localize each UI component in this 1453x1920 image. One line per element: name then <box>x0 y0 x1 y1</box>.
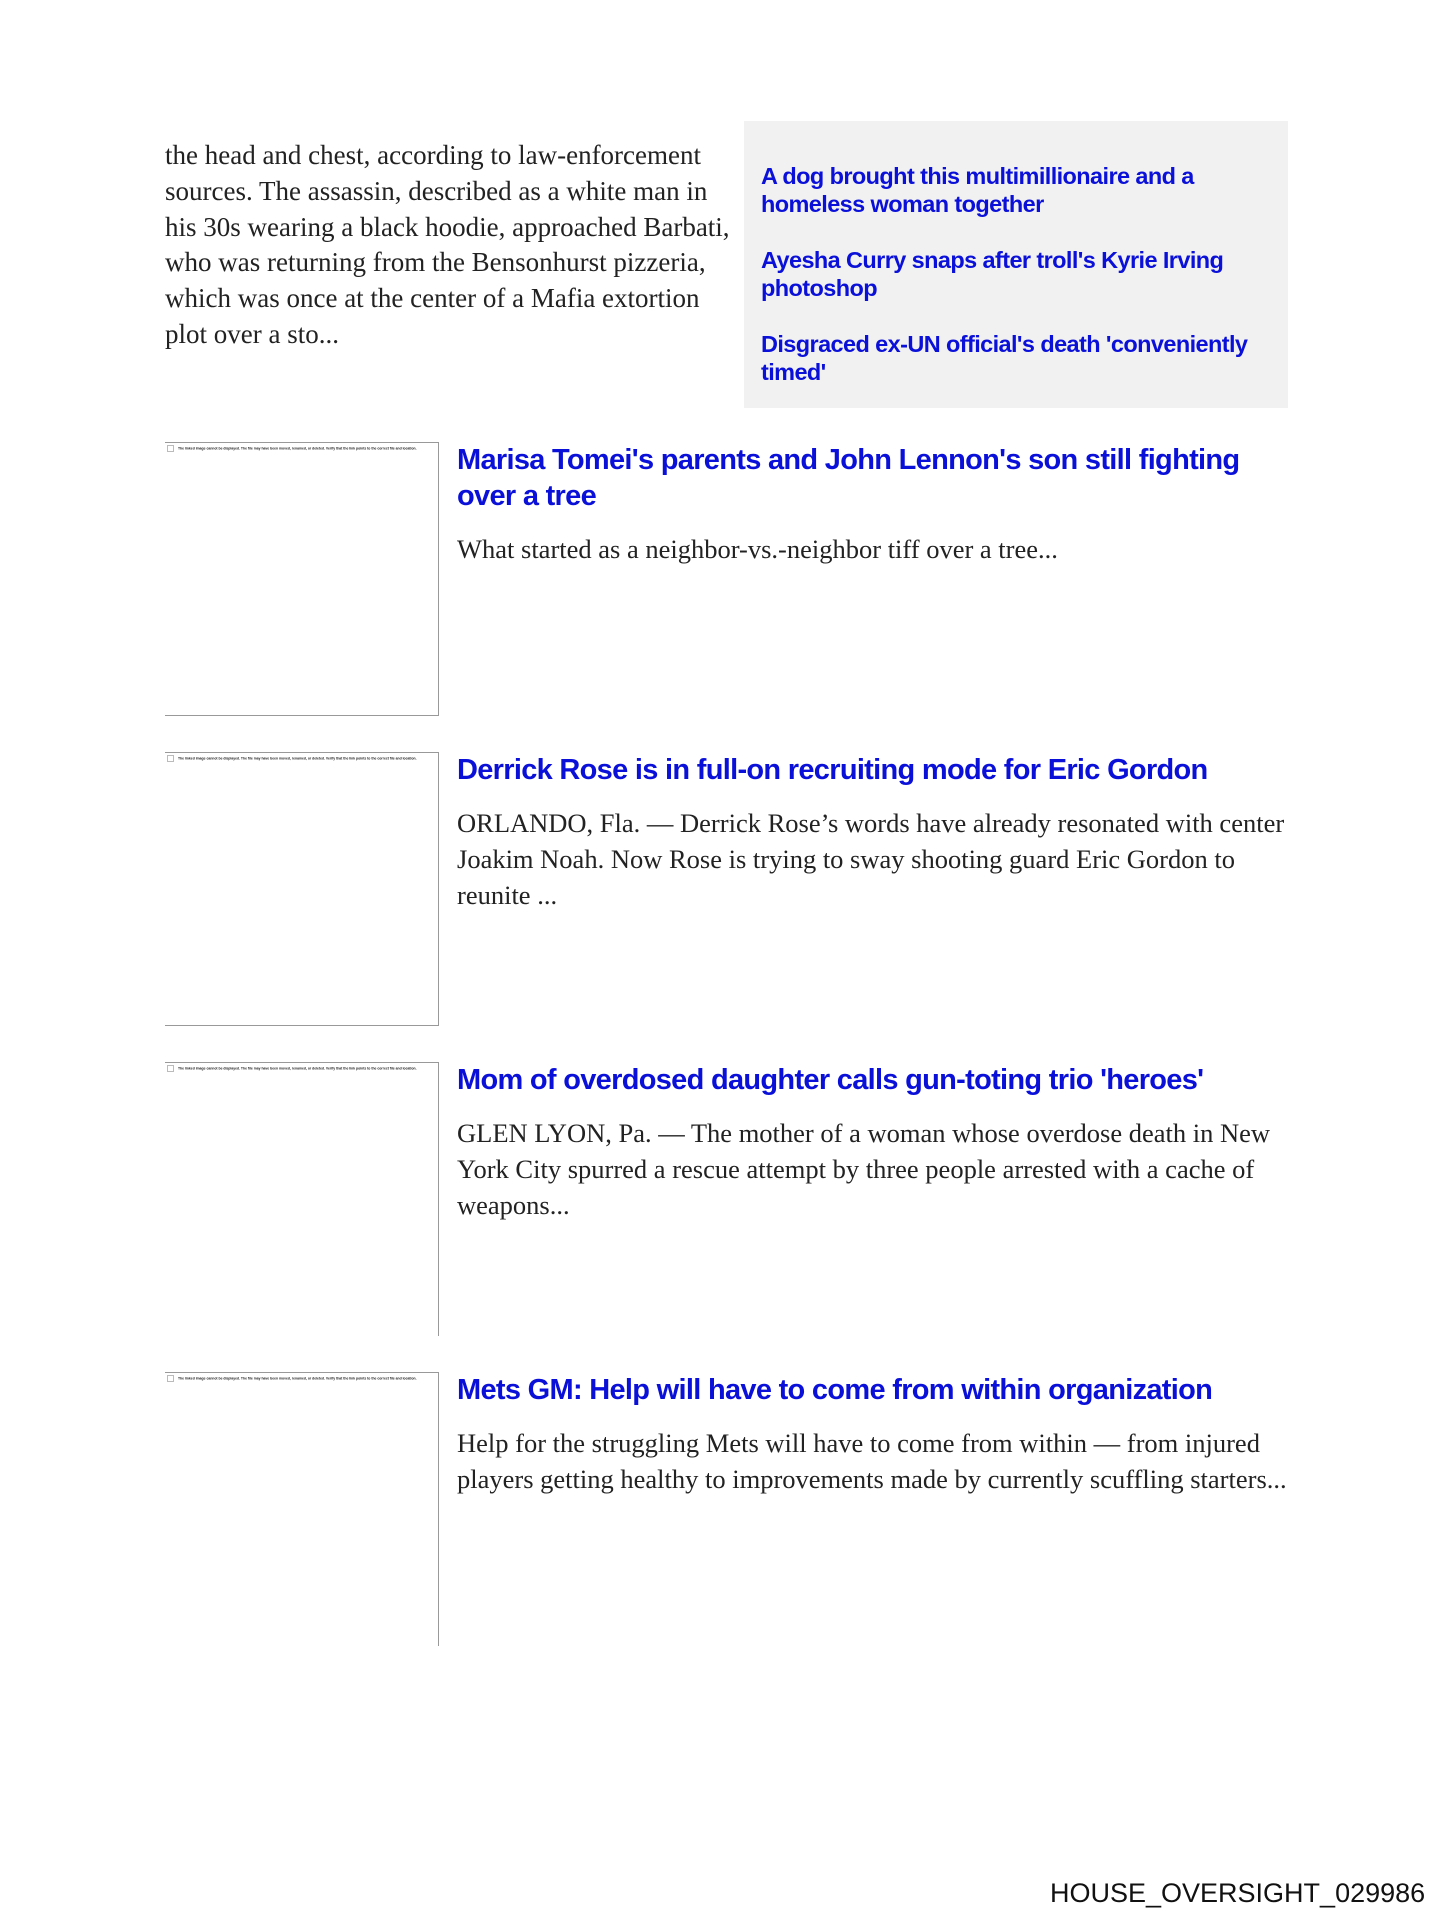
article-item <box>165 1372 1295 1647</box>
article-description: ORLANDO, Fla. — Derrick Rose’s words have already resonated with center Joakim Noah. Now Rose is trying to sway shooting guard Eric Gordon to reunite ... <box>457 808 1285 910</box>
related-links-box <box>744 121 1288 408</box>
article-item <box>165 442 1295 717</box>
placeholder-text: The linked image cannot be displayed. The file may have been moved, renamed, or deleted. Verify that the link points to the correct file and location. <box>178 1376 417 1381</box>
article-description: What started as a neighbor-vs.-neighbor tiff over a tree... <box>457 534 1058 564</box>
article-item <box>165 1062 1295 1337</box>
broken-image-icon <box>167 755 174 762</box>
placeholder-text: The linked image cannot be displayed. The file may have been moved, renamed, or deleted. Verify that the link points to the correct file and location. <box>178 756 417 761</box>
article-title[interactable]: Mom of overdosed daughter calls gun-toting trio 'heroes' <box>457 1064 1204 1096</box>
article-image-placeholder <box>165 442 439 716</box>
broken-image-icon <box>167 1065 174 1072</box>
article-description: Help for the struggling Mets will have to come from within — from injured players getting healthy to improvements made by currently scuffling starters... <box>457 1428 1287 1494</box>
document-id: HOUSE_OVERSIGHT_029986 <box>1050 1878 1426 1908</box>
article-image-placeholder <box>165 1372 439 1646</box>
article-title[interactable]: Derrick Rose is in full-on recruiting mode for Eric Gordon <box>457 754 1208 786</box>
article-description: GLEN LYON, Pa. — The mother of a woman whose overdose death in New York City spurred a rescue attempt by three people arrested with a cache of weapons... <box>457 1118 1271 1220</box>
placeholder-text: The linked image cannot be displayed. The file may have been moved, renamed, or deleted. Verify that the link points to the correct file and location. <box>178 446 417 451</box>
broken-image-icon <box>167 1375 174 1382</box>
placeholder-text: The linked image cannot be displayed. The file may have been moved, renamed, or deleted. Verify that the link points to the correct file and location. <box>178 1066 417 1071</box>
related-link[interactable]: Ayesha Curry snaps after troll's Kyrie Irving photoshop <box>761 247 1224 301</box>
article-image-placeholder <box>165 1062 439 1336</box>
article-title[interactable]: Mets GM: Help will have to come from within organization <box>457 1374 1213 1406</box>
related-link[interactable]: A dog brought this multimillionaire and a homeless woman together <box>761 163 1194 217</box>
article-title[interactable]: Marisa Tomei's parents and John Lennon's son still fighting over a tree <box>457 444 1240 512</box>
article-item <box>165 752 1295 1027</box>
article-image-placeholder <box>165 752 439 1026</box>
broken-image-icon <box>167 445 174 452</box>
lead-paragraph: the head and chest, according to law-enforcement sources. The assassin, described as a white man in his 30s wearing a black hoodie, approached Barbati, who was returning from the Bensonhurst pizzeria, which was once at the center of a Mafia extortion plot over a sto... <box>165 140 730 349</box>
related-link[interactable]: Disgraced ex-UN official's death 'conveniently timed' <box>761 331 1248 385</box>
